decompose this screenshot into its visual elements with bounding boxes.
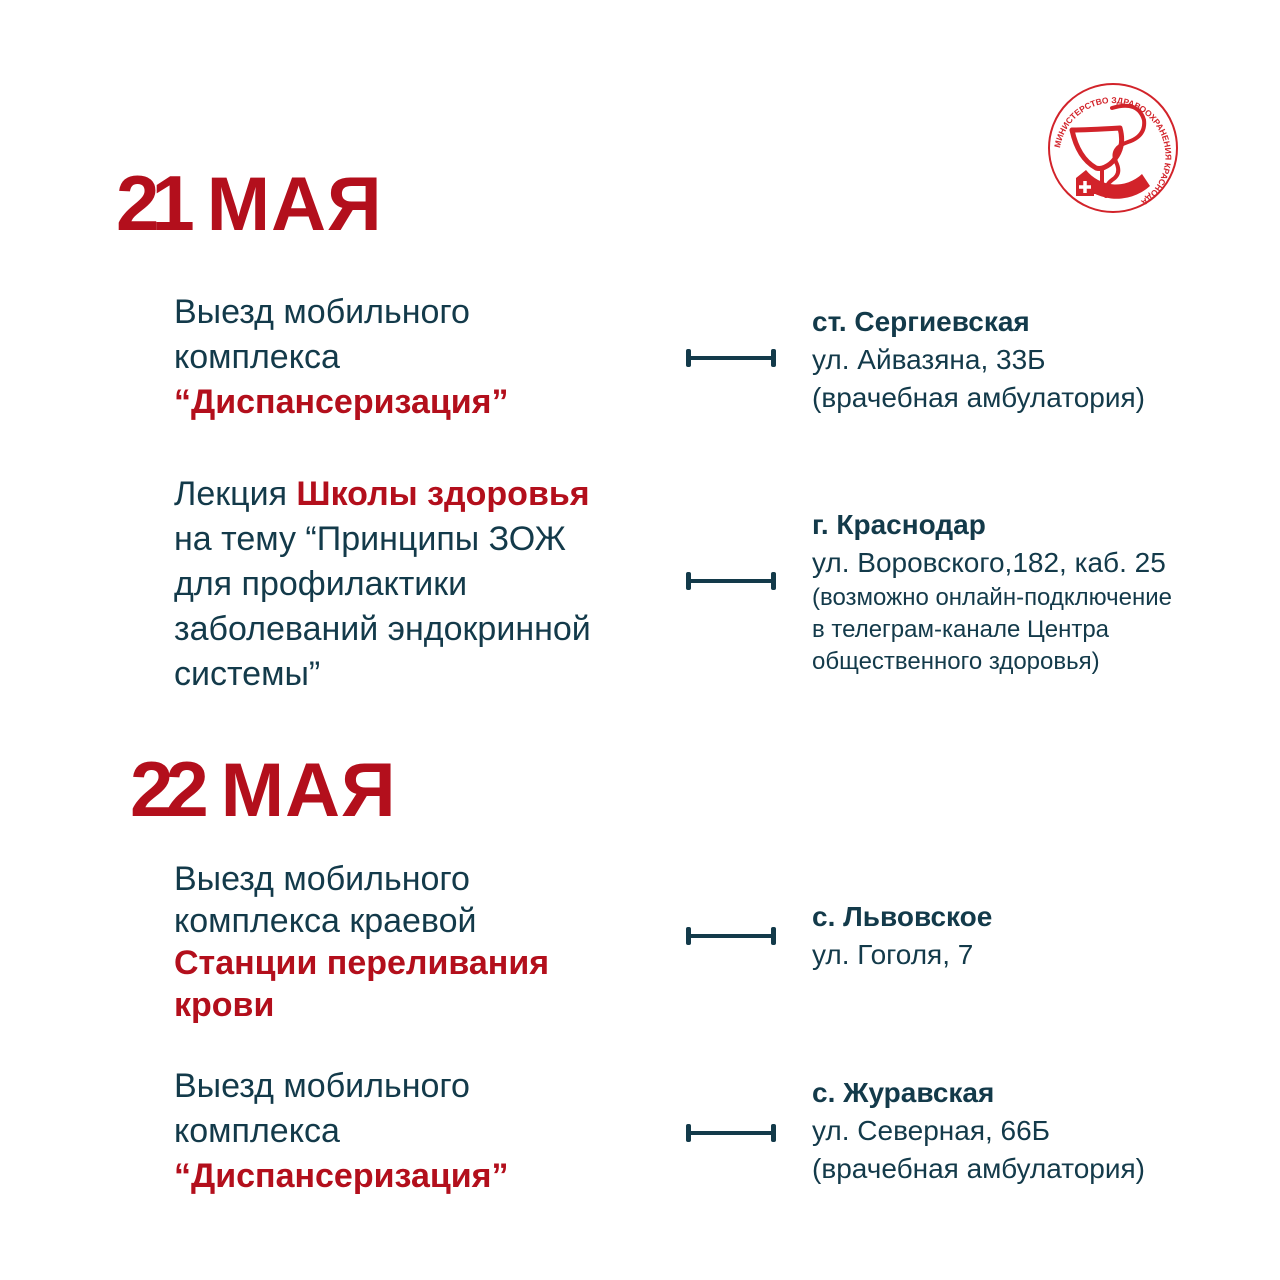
event-title-line: Лекция Школы здоровья — [174, 475, 590, 513]
location-place: ст. Сергиевская — [812, 306, 1030, 337]
event-title — [174, 1064, 509, 1199]
date-day: 22 — [130, 745, 201, 833]
location-address: ул. Айвазяна, 33Б — [812, 344, 1046, 375]
event-title-highlight: “Диспансеризация” — [174, 1157, 509, 1195]
event-title-highlight: крови — [174, 986, 275, 1024]
location-address: ул. Северная, 66Б — [812, 1115, 1051, 1146]
event-title-line: Выезд мобильного — [174, 860, 470, 898]
location-address: ул. Воровского,182, каб. 25 — [812, 547, 1166, 578]
event-location — [812, 303, 1145, 417]
date-day: 21 — [116, 159, 187, 247]
location-place: с. Журавская — [812, 1077, 995, 1108]
event-title-highlight: Станции переливания — [174, 944, 550, 982]
ministry-logo — [1046, 78, 1180, 216]
event-title-highlight: “Диспансеризация” — [174, 383, 509, 421]
connector-line — [686, 1124, 776, 1142]
location-note: (возможно онлайн-подключение — [812, 584, 1172, 611]
event-title — [174, 858, 549, 1026]
event-title-line: Выезд мобильного — [174, 293, 470, 331]
event-title-line: комплекса — [174, 338, 340, 376]
connector-line — [686, 927, 776, 945]
location-place: г. Краснодар — [812, 509, 986, 540]
event-title-highlight: Школы здоровья — [296, 475, 590, 513]
event-title-line: комплекса краевой — [174, 902, 477, 940]
date-heading-21 — [116, 159, 383, 247]
location-note: общественного здоровья) — [812, 648, 1100, 675]
date-month: МАЯ — [220, 748, 397, 833]
location-note: в телеграм-канале Центра — [812, 616, 1110, 643]
connector-line — [686, 349, 776, 367]
connector-line — [686, 572, 776, 590]
ministry-emblem-icon — [1046, 78, 1180, 216]
location-note: (врачебная амбулатория) — [812, 1153, 1145, 1184]
svg-text:МИНИСТЕРСТВО ЗДРАВООХРАНЕНИЯ К: МИНИСТЕРСТВО ЗДРАВООХРАНЕНИЯ КРАСНОДА — [1052, 94, 1174, 208]
location-place: с. Львовское — [812, 901, 993, 932]
event-title-line: для профилактики — [174, 565, 468, 603]
event-location — [812, 1074, 1145, 1188]
event-title — [174, 290, 509, 425]
location-address: ул. Гоголя, 7 — [812, 939, 974, 970]
event-title-line: на тему “Принципы ЗОЖ — [174, 520, 566, 558]
date-heading-22 — [130, 745, 397, 833]
event-location — [812, 506, 1172, 678]
event-title — [174, 472, 591, 697]
event-title-line: заболеваний эндокринной — [174, 610, 591, 648]
event-location — [812, 898, 992, 974]
event-title-line: комплекса — [174, 1112, 340, 1150]
event-title-line: системы” — [174, 655, 321, 693]
location-note: (врачебная амбулатория) — [812, 382, 1145, 413]
event-title-line: Выезд мобильного — [174, 1067, 470, 1105]
date-month: МАЯ — [206, 162, 383, 247]
